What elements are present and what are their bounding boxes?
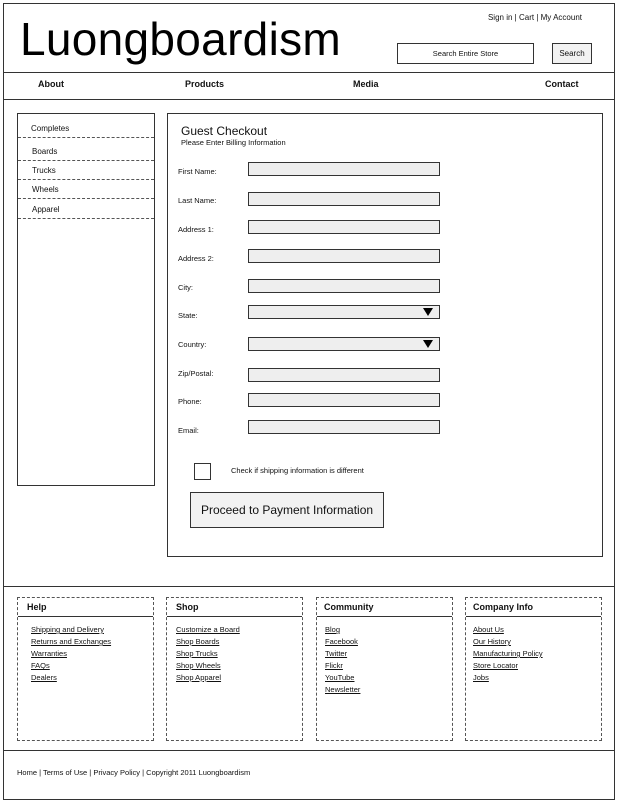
- email-label: Email:: [178, 426, 199, 435]
- sidebar-item-apparel[interactable]: Apparel: [18, 200, 154, 219]
- footer-link[interactable]: Manufacturing Policy: [473, 649, 543, 658]
- footer-heading: Company Info: [466, 598, 601, 617]
- sidebar-item-completes[interactable]: Completes: [18, 119, 154, 138]
- link-separator: |: [39, 768, 42, 777]
- copyright-text: Copyright 2011 Luongboardism: [146, 768, 251, 777]
- last-name-label: Last Name:: [178, 196, 217, 205]
- footer-column-company-info: [465, 597, 602, 741]
- link-separator: |: [536, 13, 539, 22]
- state-select[interactable]: [248, 305, 440, 319]
- footer-link[interactable]: Shop Trucks: [176, 649, 218, 658]
- home-link[interactable]: Home: [17, 768, 38, 777]
- link-separator: |: [89, 768, 92, 777]
- different-shipping-checkbox[interactable]: [194, 463, 211, 480]
- sidebar-item-trucks[interactable]: Trucks: [18, 161, 154, 180]
- footer-link[interactable]: Our History: [473, 637, 511, 646]
- footer-link[interactable]: Twitter: [325, 649, 348, 658]
- email-field[interactable]: [248, 420, 440, 434]
- my-account-link[interactable]: My Account: [540, 13, 582, 22]
- category-sidebar: [17, 113, 155, 486]
- footer-column-help: [17, 597, 154, 741]
- nav-contact[interactable]: Contact: [545, 79, 579, 89]
- dropdown-arrow-icon: [423, 308, 433, 316]
- country-select[interactable]: [248, 337, 440, 351]
- link-separator: |: [142, 768, 145, 777]
- footer-heading: Shop: [167, 598, 302, 617]
- address2-field[interactable]: [248, 249, 440, 263]
- last-name-field[interactable]: [248, 192, 440, 206]
- footer-link[interactable]: Jobs: [473, 673, 489, 682]
- address1-field[interactable]: [248, 220, 440, 234]
- footer-link[interactable]: Shop Wheels: [176, 661, 221, 670]
- footer-heading: Community: [317, 598, 452, 617]
- phone-field[interactable]: [248, 393, 440, 407]
- footer-link[interactable]: Store Locator: [473, 661, 519, 670]
- phone-label: Phone:: [178, 397, 202, 406]
- address2-label: Address 2:: [178, 254, 214, 263]
- footer-link[interactable]: Flickr: [325, 661, 343, 670]
- bottom-divider: [3, 750, 615, 751]
- city-field[interactable]: [248, 279, 440, 293]
- state-label: State:: [178, 311, 198, 320]
- nav-media[interactable]: Media: [353, 79, 379, 89]
- footer-link[interactable]: Shipping and Delivery: [31, 625, 104, 634]
- zip-field[interactable]: [248, 368, 440, 382]
- footer-link[interactable]: Warranties: [31, 649, 67, 658]
- dropdown-arrow-icon: [423, 340, 433, 348]
- footer-link[interactable]: Facebook: [325, 637, 358, 646]
- footer-link[interactable]: YouTube: [325, 673, 355, 682]
- link-separator: |: [514, 13, 517, 22]
- footer-link[interactable]: FAQs: [31, 661, 50, 670]
- footer-link[interactable]: Newsletter: [325, 685, 361, 694]
- footer-link[interactable]: About Us: [473, 625, 504, 634]
- footer-link[interactable]: Shop Apparel: [176, 673, 222, 682]
- footer-column-shop: [166, 597, 303, 741]
- city-label: City:: [178, 283, 193, 292]
- search-input[interactable]: [397, 43, 534, 64]
- proceed-to-payment-button[interactable]: Proceed to Payment Information: [190, 492, 384, 528]
- site-logo[interactable]: Luongboardism: [20, 13, 342, 65]
- cart-link[interactable]: Cart: [518, 13, 535, 22]
- footer-link[interactable]: Returns and Exchanges: [31, 637, 112, 646]
- search-button[interactable]: Search: [552, 43, 592, 64]
- footer-link[interactable]: Customize a Board: [176, 625, 240, 634]
- form-title: Guest Checkout: [181, 124, 268, 138]
- first-name-label: First Name:: [178, 167, 217, 176]
- footer-column-community: [316, 597, 453, 741]
- address1-label: Address 1:: [178, 225, 214, 234]
- country-label: Country:: [178, 340, 207, 349]
- footer-link[interactable]: Blog: [325, 625, 341, 634]
- signin-link[interactable]: Sign in: [487, 13, 513, 22]
- first-name-field[interactable]: [248, 162, 440, 176]
- terms-link[interactable]: Terms of Use: [43, 768, 88, 777]
- different-shipping-label: Check if shipping information is different: [231, 466, 364, 475]
- nav-about[interactable]: About: [38, 79, 64, 89]
- account-links: [488, 13, 582, 22]
- footer-divider: [3, 586, 615, 587]
- footer-link[interactable]: Shop Boards: [176, 637, 220, 646]
- zip-label: Zip/Postal:: [178, 369, 214, 378]
- main-nav: [3, 72, 615, 100]
- footer-heading: Help: [18, 598, 153, 617]
- checkout-panel: [167, 113, 603, 557]
- form-subtitle: Please Enter Billing Information: [181, 138, 286, 147]
- nav-products[interactable]: Products: [185, 79, 225, 89]
- footer-legal: [17, 768, 250, 777]
- sidebar-item-boards[interactable]: Boards: [18, 142, 154, 161]
- sidebar-item-wheels[interactable]: Wheels: [18, 180, 154, 199]
- footer-link[interactable]: Dealers: [31, 673, 57, 682]
- privacy-link[interactable]: Privacy Policy: [93, 768, 141, 777]
